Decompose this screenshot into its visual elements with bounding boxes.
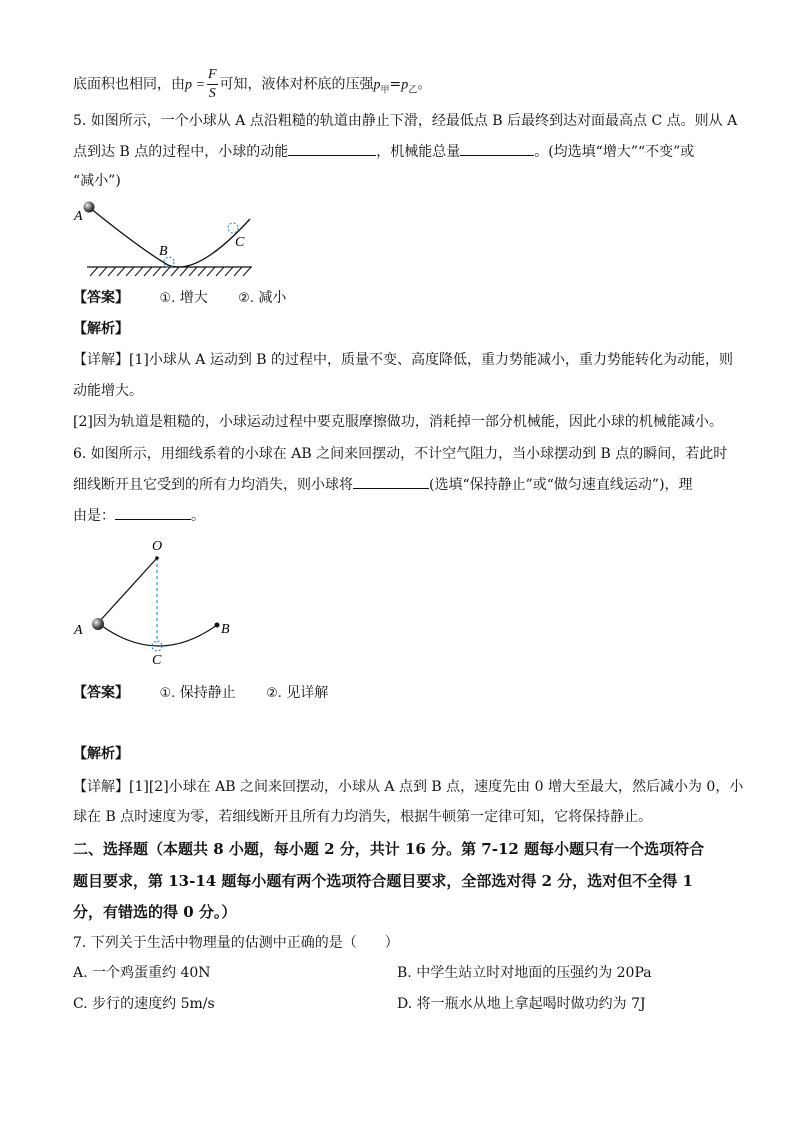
answer-blank[interactable] [460, 141, 534, 156]
label-C: C [235, 235, 245, 250]
q6-detail-line2: 球在 B 点时速度为零，若细线断开且所有力均消失，根据牛顿第一定律可知，它将保持静止。 [73, 809, 653, 825]
fraction-numerator: F [207, 66, 218, 85]
q5-analysis-tag: 【解析】 [73, 321, 129, 337]
section-heading-line3: 分，有错选的得 0 分。） [73, 903, 237, 921]
q6-detail-line1: 【详解】[1][2]小球在 AB 之间来回摆动，小球从 A 点到 B 点，速度先由 0 增大至最大，然后减小为 0，小 [73, 779, 744, 795]
section-heading-line1: 二、选择题（本题共 8 小题，每小题 2 分，共计 16 分。第 7-12 题每小题只有一个选项符合 [73, 840, 705, 858]
q6-stem-line3 [73, 505, 205, 525]
label-O: O [152, 539, 163, 554]
text: 可知，液体对杯底的压强 [219, 76, 374, 93]
section-heading-line2: 题目要求，第 13-14 题每小题有两个选项符合题目要求，全部选对得 2 分，选对但不全得 1 [73, 872, 693, 890]
answer-blank[interactable] [288, 141, 376, 156]
q6-analysis-tag: 【解析】 [73, 746, 129, 762]
answer-blank[interactable] [353, 474, 429, 489]
option-A[interactable]: A. 一个鸡蛋重约 40N [73, 965, 211, 981]
text: 。 [191, 508, 205, 524]
equals: = [389, 76, 402, 93]
fraction-denominator: S [208, 86, 216, 101]
answer-index: ①. [159, 291, 176, 306]
formula-lhs: p = [185, 77, 205, 93]
text: 细线断开且它受到的所有力均消失，则小球将 [73, 477, 353, 493]
answer-tag: 【答案】 [73, 290, 129, 306]
text: 底面积也相同，由 [73, 76, 185, 93]
pressure-symbol: p [401, 77, 409, 93]
fraction [207, 66, 218, 103]
text: 。(均选填“增大”“不变”或 [534, 144, 695, 160]
label-B: B [159, 244, 168, 259]
text: 。 [417, 76, 432, 93]
label-B: B [221, 622, 230, 637]
point-B [215, 623, 220, 628]
string-line [98, 558, 157, 623]
answer-tag: 【答案】 [73, 685, 129, 701]
answer-1: 增大 [179, 290, 208, 306]
option-C[interactable]: C. 步行的速度约 5m/s [73, 996, 215, 1012]
track-figure [72, 195, 262, 280]
subscript: 甲 [380, 85, 390, 96]
pendulum-figure [70, 533, 245, 668]
q7-stem: 7. 下列关于生活中物理量的估测中正确的是（ ） [73, 935, 399, 951]
q6-answer-row [73, 682, 328, 702]
pivot-point [155, 556, 159, 560]
ball-position-C [228, 223, 238, 233]
answer-blank[interactable] [115, 505, 191, 520]
ground-hatch [90, 267, 251, 276]
text: (选填“保持静止”或“做匀速直线运动”)，理 [429, 477, 693, 493]
answer-index: ②. [238, 291, 254, 306]
label-A: A [74, 209, 83, 224]
q5-stem-line1: 5. 如图所示，一个小球从 A 点沿粗糙的轨道由静止下滑，经最低点 B 后最终到达对面最高点 C 点。则从 A [73, 113, 738, 129]
subscript: 乙 [408, 85, 418, 96]
text: 点到达 B 点的过程中，小球的动能 [73, 144, 289, 160]
answer-index: ②. [266, 686, 282, 701]
q6-stem-line2 [73, 474, 693, 494]
label-C: C [152, 653, 162, 668]
answer-2: 见详解 [286, 685, 329, 701]
ball-at-A [92, 618, 104, 630]
text: 由是： [73, 508, 115, 524]
label-A: A [74, 623, 83, 638]
q5-detail-line2: 动能增大。 [73, 383, 143, 399]
q5-stem-line3: “减小”) [73, 173, 121, 189]
option-B[interactable]: B. 中学生站立时对地面的压强约为 20Pa [397, 965, 652, 981]
answer-index: ①. [159, 686, 176, 701]
option-D[interactable]: D. 将一瓶水从地上拿起喝时做功约为 7J [397, 996, 646, 1012]
q6-stem-line1: 6. 如图所示，用细线系着的小球在 AB 之间来回摆动，不计空气阻力，当小球摆动到 B 点的瞬间，若此时 [73, 446, 728, 462]
track-curve [90, 208, 250, 267]
answer-1: 保持静止 [179, 685, 236, 701]
q5-answer-row [73, 287, 286, 307]
ball-at-A [84, 202, 95, 213]
q5-stem-line2 [73, 141, 694, 161]
formula-line [73, 66, 431, 103]
q5-detail-line3: [2]因为轨道是粗糙的，小球运动过程中要克服摩擦做功，消耗掉一部分机械能，因此小球的机械能减小。 [73, 414, 723, 430]
q5-detail-line1: 【详解】[1]小球从 A 运动到 B 的过程中，质量不变、高度降低，重力势能减小，重力势能转化为动能，则 [73, 352, 734, 368]
pressure-symbol: p [373, 77, 381, 93]
text: ，机械能总量 [376, 144, 461, 160]
answer-2: 减小 [258, 290, 287, 306]
